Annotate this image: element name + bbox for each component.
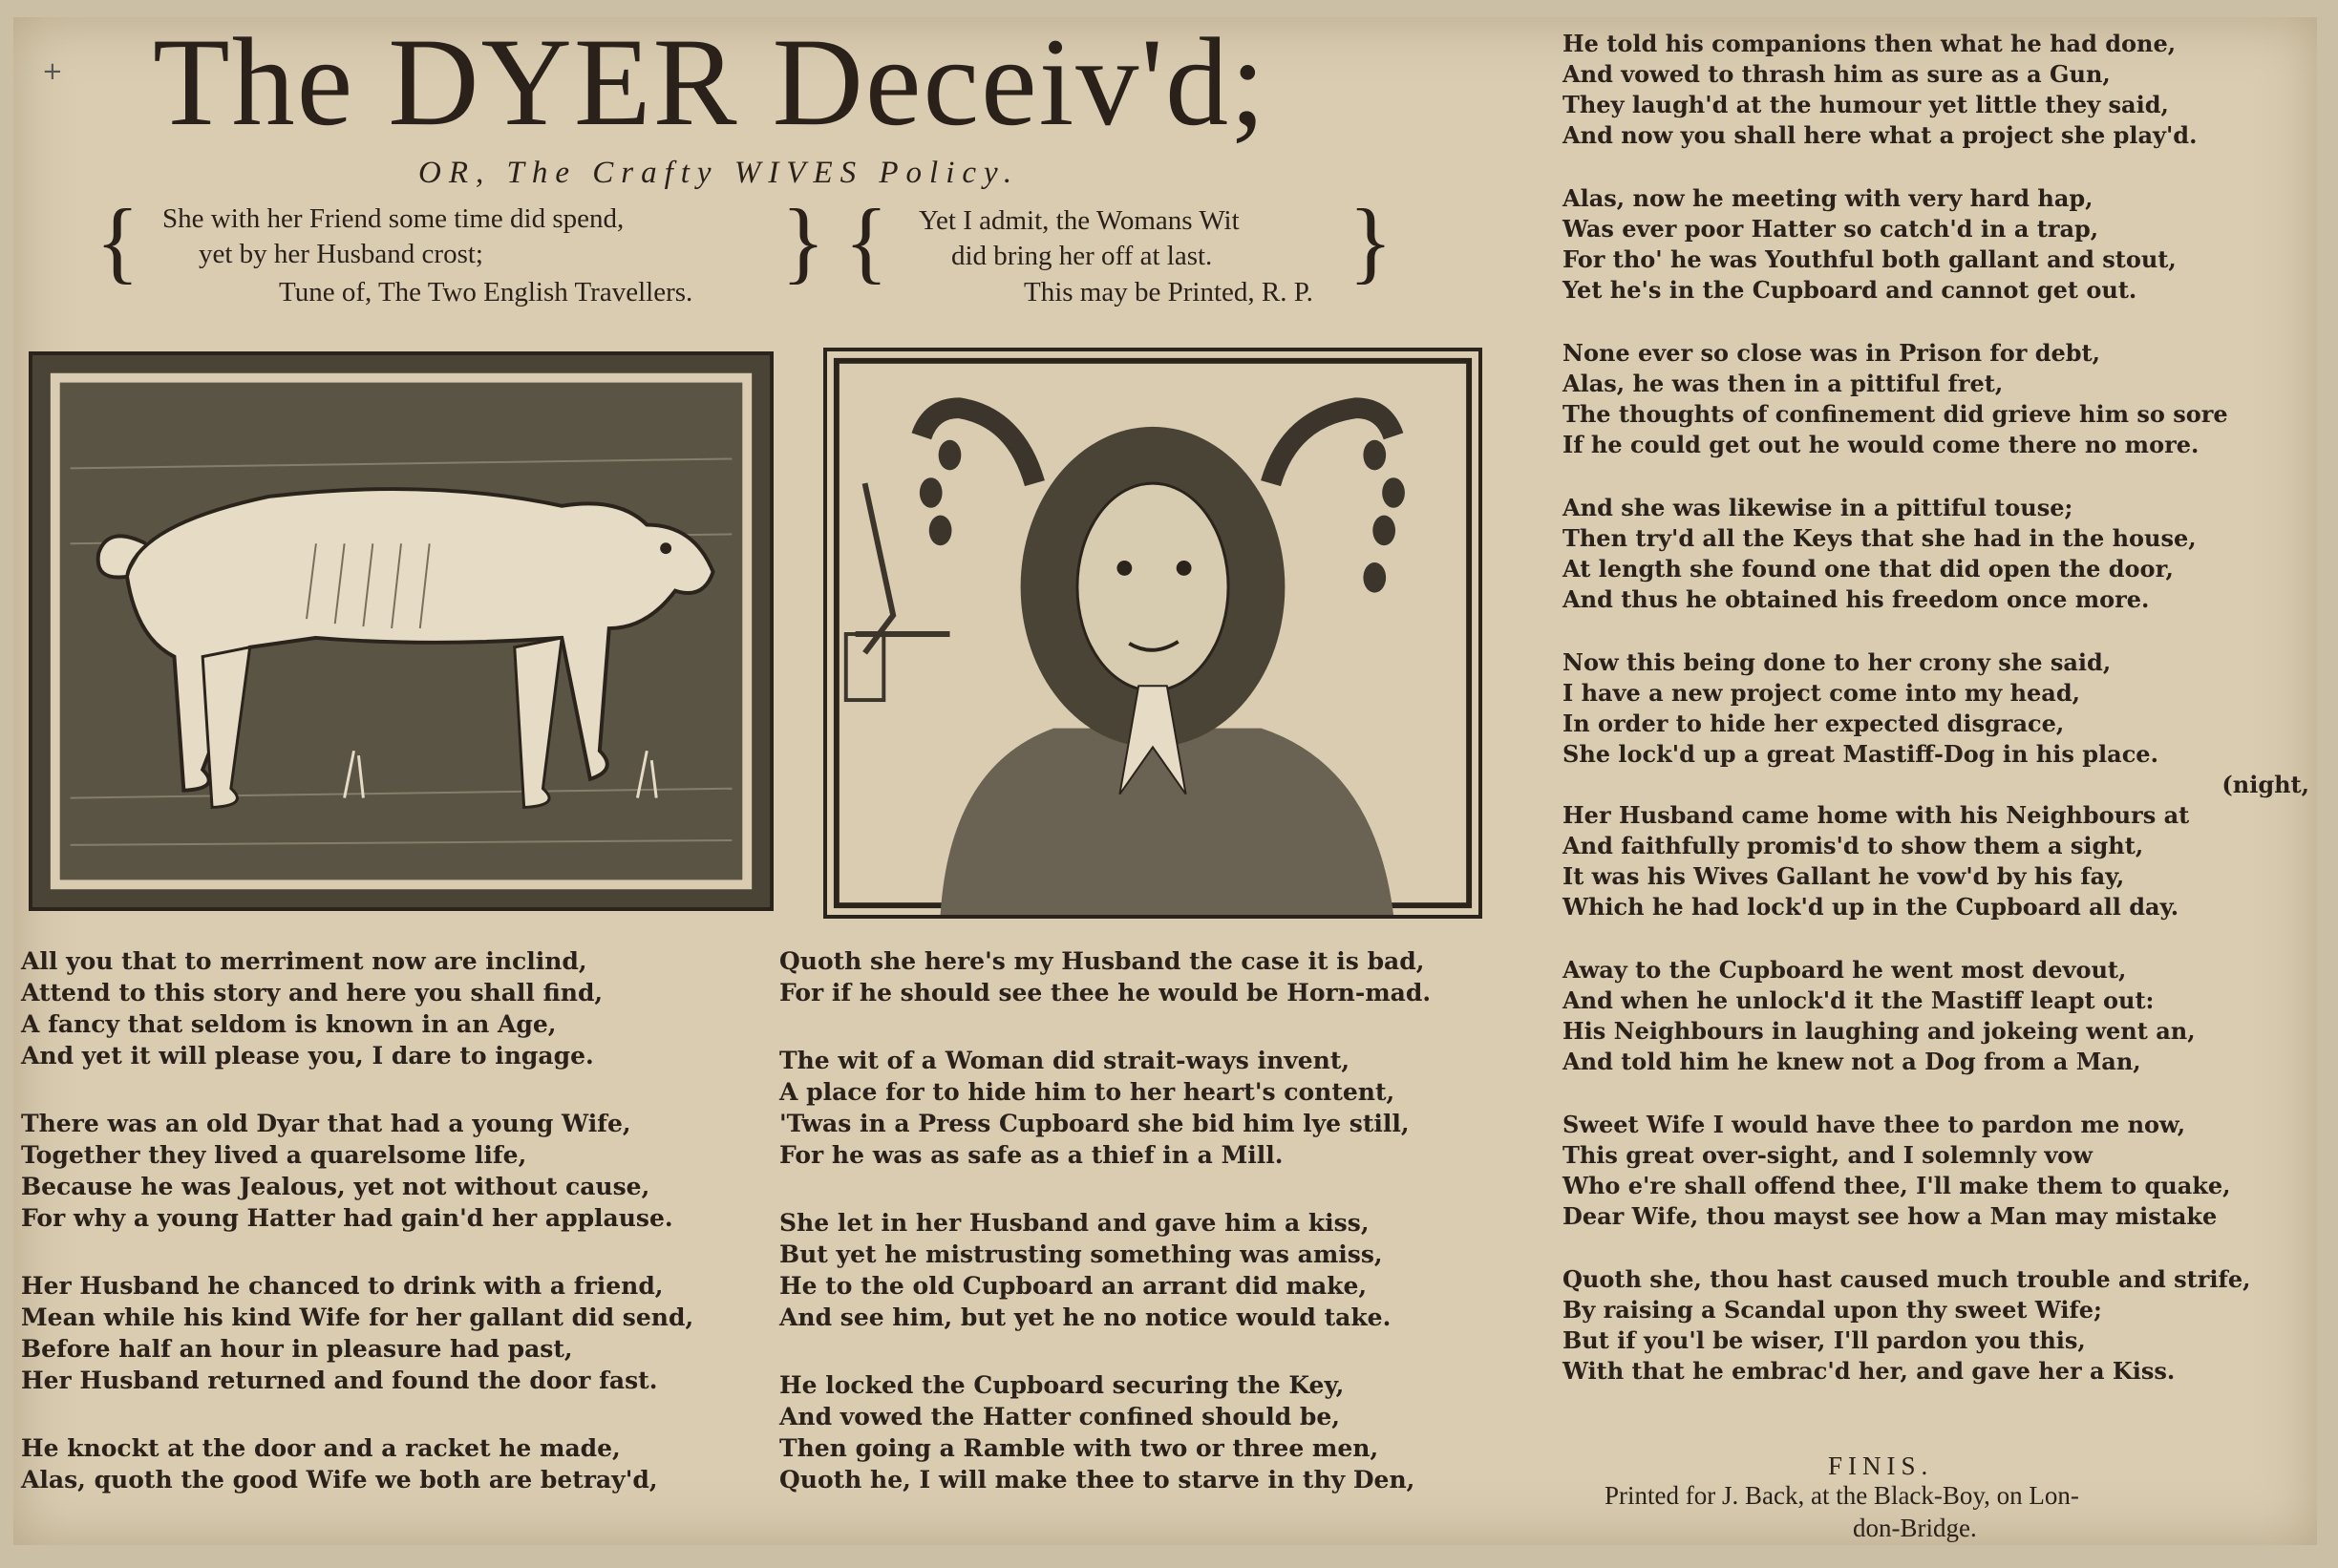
verse-line: Before half an hour in pleasure had past, [21, 1335, 573, 1363]
verse-line: And thus he obtained his freedom once more. [1562, 585, 2150, 613]
finis-label: FINIS. [1828, 1451, 1934, 1480]
stanza [21, 945, 776, 1071]
verse-line: In order to hide her expected disgrace, [1562, 710, 2065, 737]
verse-line: And yet it will please you, I dare to ingage. [21, 1042, 594, 1070]
verse-line: Dear Wife, thou mayst see how a Man may mistake [1562, 1202, 2218, 1230]
subtitle: OR, The Crafty WIVES Policy. [418, 156, 1020, 190]
verse-line: But if you'l be wiser, I'll pardon you this, [1562, 1326, 2086, 1354]
stanza [779, 945, 1505, 1008]
stanza [1562, 338, 2317, 460]
verse-line: Who e're shall offend thee, I'll make them to quake, [1562, 1172, 2231, 1199]
verse-line: Which he had lock'd up in the Cupboard all day. [1562, 893, 2179, 921]
verse-line: With that he embrac'd her, and gave her a Kiss. [1562, 1357, 2176, 1385]
verse-line: And see him, but yet he no notice would take. [779, 1303, 1392, 1331]
verse-line: And vowed to thrash him as sure as a Gun, [1562, 60, 2111, 88]
verse-line: Was ever poor Hatter so catch'd in a trap, [1562, 215, 2099, 243]
verse-line: And when he unlock'd it the Mastiff leapt out: [1562, 986, 2155, 1014]
verse-line: For he was as safe as a thief in a Mill. [779, 1141, 1284, 1169]
verse-line: Her Husband returned and found the door fast. [21, 1367, 658, 1394]
verse-line: Quoth she, thou hast caused much trouble and strife, [1562, 1265, 2251, 1293]
page-title: The DYER Deceiv'd; [153, 11, 1267, 152]
verse-line: Because he was Jealous, yet not without cause, [21, 1173, 650, 1200]
stanza [1562, 955, 2317, 1077]
verse-line: Together they lived a quarelsome life, [21, 1141, 527, 1169]
verse-line: And told him he knew not a Dog from a Man, [1562, 1048, 2141, 1075]
stanza [1562, 493, 2317, 615]
stanza [21, 1108, 776, 1234]
verse-line: Her Husband he chanced to drink with a friend, [21, 1272, 664, 1300]
verse-line: Then going a Ramble with two or three men, [779, 1434, 1379, 1462]
verse-line: None ever so close was in Prison for debt, [1562, 339, 2100, 367]
verse-line: And she was likewise in a pittiful touse; [1562, 494, 2073, 521]
verse-line: And now you shall here what a project she play'd. [1562, 121, 2198, 149]
stanza [1562, 800, 2317, 922]
brace-right-close: } [1349, 190, 1393, 292]
verse-line: For why a young Hatter had gain'd her applause. [21, 1204, 673, 1232]
verse-line: Quoth she here's my Husband the case it is bad, [779, 947, 1425, 975]
verse-line: Alas, he was then in a pittiful fret, [1562, 370, 2004, 397]
verse-note-left-2: yet by her Husband crost; [199, 239, 483, 269]
dog-illustration [32, 355, 770, 907]
brace-right-open: { [844, 190, 889, 292]
ballad-column-1 [21, 945, 776, 1532]
tune-line: Tune of, The Two English Travellers. [279, 277, 693, 307]
stanza [1562, 647, 2317, 800]
verse-line: Then try'd all the Keys that she had in the house, [1562, 524, 2197, 552]
verse-line: 'Twas in a Press Cupboard she bid him lye still, [779, 1110, 1410, 1137]
verse-line: She lock'd up a great Mastiff-Dog in his place. [1562, 740, 2158, 768]
verse-line: He told his companions then what he had done, [1562, 30, 2177, 57]
verse-line: If he could get out he would come there no more. [1562, 431, 2200, 458]
stanza [779, 1207, 1505, 1333]
verse-line: She let in her Husband and gave him a kiss, [779, 1209, 1370, 1237]
stanza [1562, 1264, 2317, 1387]
verse-line: Yet he's in the Cupboard and cannot get out. [1562, 276, 2137, 304]
verse-line: Her Husband came home with his Neighbours at [1562, 801, 2190, 829]
verse-line: Away to the Cupboard he went most devout, [1562, 956, 2127, 984]
verse-line: All you that to merriment now are inclind, [21, 947, 587, 975]
verse-line: Quoth he, I will make thee to starve in thy Den, [779, 1466, 1415, 1494]
verse-line: At length she found one that did open the door, [1562, 555, 2174, 583]
verse-note-left-1: She with her Friend some time did spend, [162, 203, 625, 234]
verse-line: And faithfully promis'd to show them a sight, [1562, 832, 2144, 859]
verse-line: Sweet Wife I would have thee to pardon me now, [1562, 1111, 2186, 1138]
stanza [21, 1270, 776, 1396]
verse-line: It was his Wives Gallant he vow'd by his fay, [1562, 862, 2125, 890]
verse-note-right-1: Yet I admit, the Womans Wit [919, 205, 1240, 236]
stanza [1562, 1110, 2317, 1232]
verse-line: His Neighbours in laughing and jokeing went an, [1562, 1017, 2196, 1045]
imprint-line-1: Printed for J. Back, at the Black-Boy, on Lon- [1605, 1481, 2079, 1510]
jester-woodcut-image [823, 348, 1482, 919]
stanza [1562, 183, 2317, 306]
stanza [779, 1369, 1505, 1495]
dog-woodcut-image [29, 351, 774, 911]
stanza [21, 1432, 776, 1495]
verse-line: For if he should see thee he would be Horn-mad. [779, 979, 1432, 1006]
brace-left-open: { [96, 190, 140, 292]
verse-line: They laugh'd at the humour yet little they said, [1562, 91, 2169, 118]
verse-line: And vowed the Hatter confined should be, [779, 1403, 1340, 1430]
stanza [1562, 29, 2317, 151]
license-line: This may be Printed, R. P. [1024, 277, 1313, 307]
brace-left-close: } [781, 190, 826, 292]
jester-illustration [827, 351, 1478, 915]
verse-line: Alas, now he meeting with very hard hap, [1562, 184, 2094, 212]
verse-line: A place for to hide him to her heart's content, [779, 1078, 1395, 1106]
verse-line: The thoughts of confinement did grieve him so sore [1562, 400, 2228, 428]
verse-note-right-2: did bring her off at last. [951, 241, 1213, 271]
verse-line: I have a new project come into my head, [1562, 679, 2080, 707]
verse-line: Now this being done to her crony she said, [1562, 648, 2112, 676]
verse-line: A fancy that seldom is known in an Age, [21, 1010, 557, 1038]
verse-line: The wit of a Woman did strait-ways invent, [779, 1047, 1350, 1074]
verse-line-turnover: (night, [2221, 771, 2309, 798]
verse-line: But yet he mistrusting something was amiss, [779, 1240, 1383, 1268]
ballad-column-2 [779, 945, 1505, 1532]
verse-line: He locked the Cupboard securing the Key, [779, 1371, 1345, 1399]
verse-line: Alas, quoth the good Wife we both are betray'd, [21, 1466, 658, 1494]
verse-line: Mean while his kind Wife for her gallant did send, [21, 1303, 694, 1331]
ballad-column-3 [1562, 29, 2317, 1387]
verse-line: This great over-sight, and I solemnly vow [1562, 1141, 2093, 1169]
verse-line: He knockt at the door and a racket he made, [21, 1434, 621, 1462]
verse-line: Attend to this story and here you shall find, [21, 979, 604, 1006]
registration-mark: + [42, 57, 63, 86]
stanza [779, 1045, 1505, 1171]
imprint-line-2: don-Bridge. [1853, 1514, 1977, 1542]
verse-line: He to the old Cupboard an arrant did make, [779, 1272, 1368, 1300]
verse-line: For tho' he was Youthful both gallant and stout, [1562, 245, 2177, 273]
verse-line: By raising a Scandal upon thy sweet Wife; [1562, 1296, 2102, 1324]
verse-line: There was an old Dyar that had a young Wife, [21, 1110, 631, 1137]
